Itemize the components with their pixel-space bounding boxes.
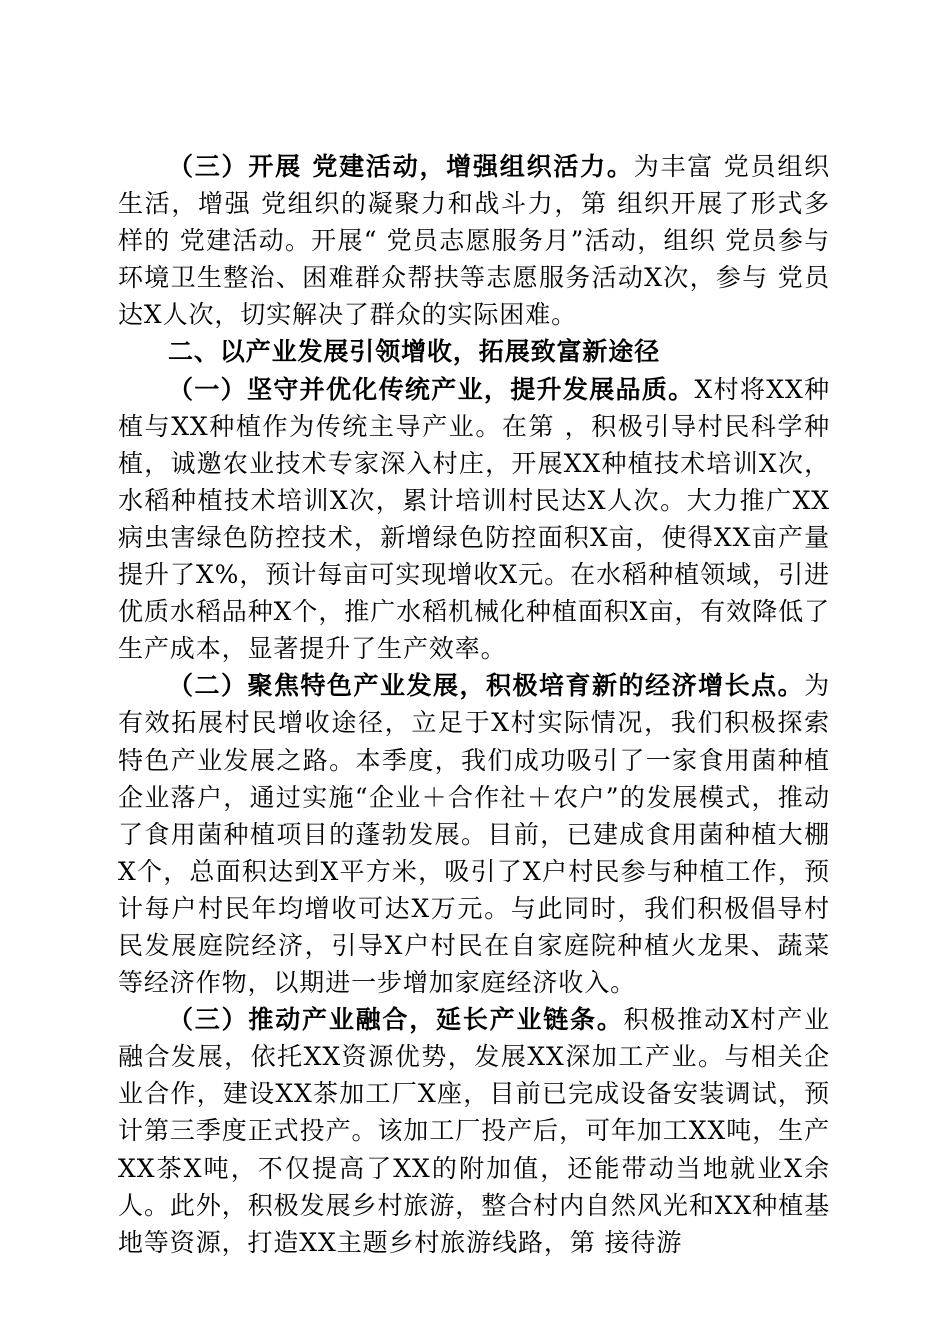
paragraph-lead: （一）坚守并优化传统产业，提升发展品质。 — [168, 374, 695, 404]
paragraph-lead: （三）开展 党建活动，增强组织活力。 — [168, 152, 634, 181]
paragraph-characteristic-industry — [118, 667, 830, 1001]
document-body — [118, 148, 830, 1261]
paragraph-text: 为有效拓展村民增收途径，立足于X村实际情况，我们积极探索特色产业发展之路。本季度，我们成功吸引了一家食用菌种植企业落户，通过实施“企业＋合作社＋农户”的发展模式，推动了食用菌种植项目的蓬勃发展。目前，已建成食用菌种植大棚X个，总面积达到X平方米，吸引了X户村民参与种植工作，预计每户村民年均增收可达X万元。与此同时，我们积极倡导村民发展庭院经济，引导X户村民在自家庭院种植火龙果、蔬菜等经济作物，以期进一步增加家庭经济收入。 — [118, 671, 830, 998]
section-heading: 二、以产业发展引领增收，拓展致富新途径 — [168, 337, 661, 367]
paragraph-text: X村将XX种植与XX种植作为传统主导产业。在第 ，积极引导村民科学种植，诚邀农业技术专家深入村庄，开展XX种植技术培训X次，水稻种植技术培训X次，累计培训村民达X人次。大力推广XX病虫害绿色防控技术，新增绿色防控面积X亩，使得XX亩产量提升了X%，预计每亩可实现增收X元。在水稻种植领域，引进优质水稻品种X个，推广水稻机械化种植面积X亩，有效降低了生产成本，显著提升了生产效率。 — [118, 374, 830, 664]
paragraph-lead: （二）聚焦特色产业发展，积极培育新的经济增长点。 — [168, 671, 805, 701]
paragraph-lead: （三）推动产业融合，延长产业链条。 — [168, 1005, 624, 1035]
paragraph-party-activities — [118, 148, 830, 333]
paragraph-traditional-industry — [118, 371, 830, 668]
paragraph-industry-integration — [118, 1001, 830, 1261]
paragraph-text: 积极推动X村产业融合发展，依托XX资源优势，发展XX深加工产业。与相关企业合作，建设XX茶加工厂X座，目前已完成设备安装调试，预计第三季度正式投产。该加工厂投产后，可年加工XX吨，生产XX茶X吨，不仅提高了XX的附加值，还能带动当地就业X余人。此外，积极发展乡村旅游，整合村内自然风光和XX种植基地等资源，打造XX主题乡村旅游线路，第 接待游 — [118, 1005, 830, 1257]
paragraph-text: 为丰富 党员组织生活，增强 党组织的凝聚力和战斗力，第 组织开展了形式多样的 党建活动。开展“ 党员志愿服务月”活动，组织 党员参与环境卫生整治、困难群众帮扶等志愿服务活动X次，参与 党员达X人次，切实解决了群众的实际困难。 — [118, 152, 830, 330]
